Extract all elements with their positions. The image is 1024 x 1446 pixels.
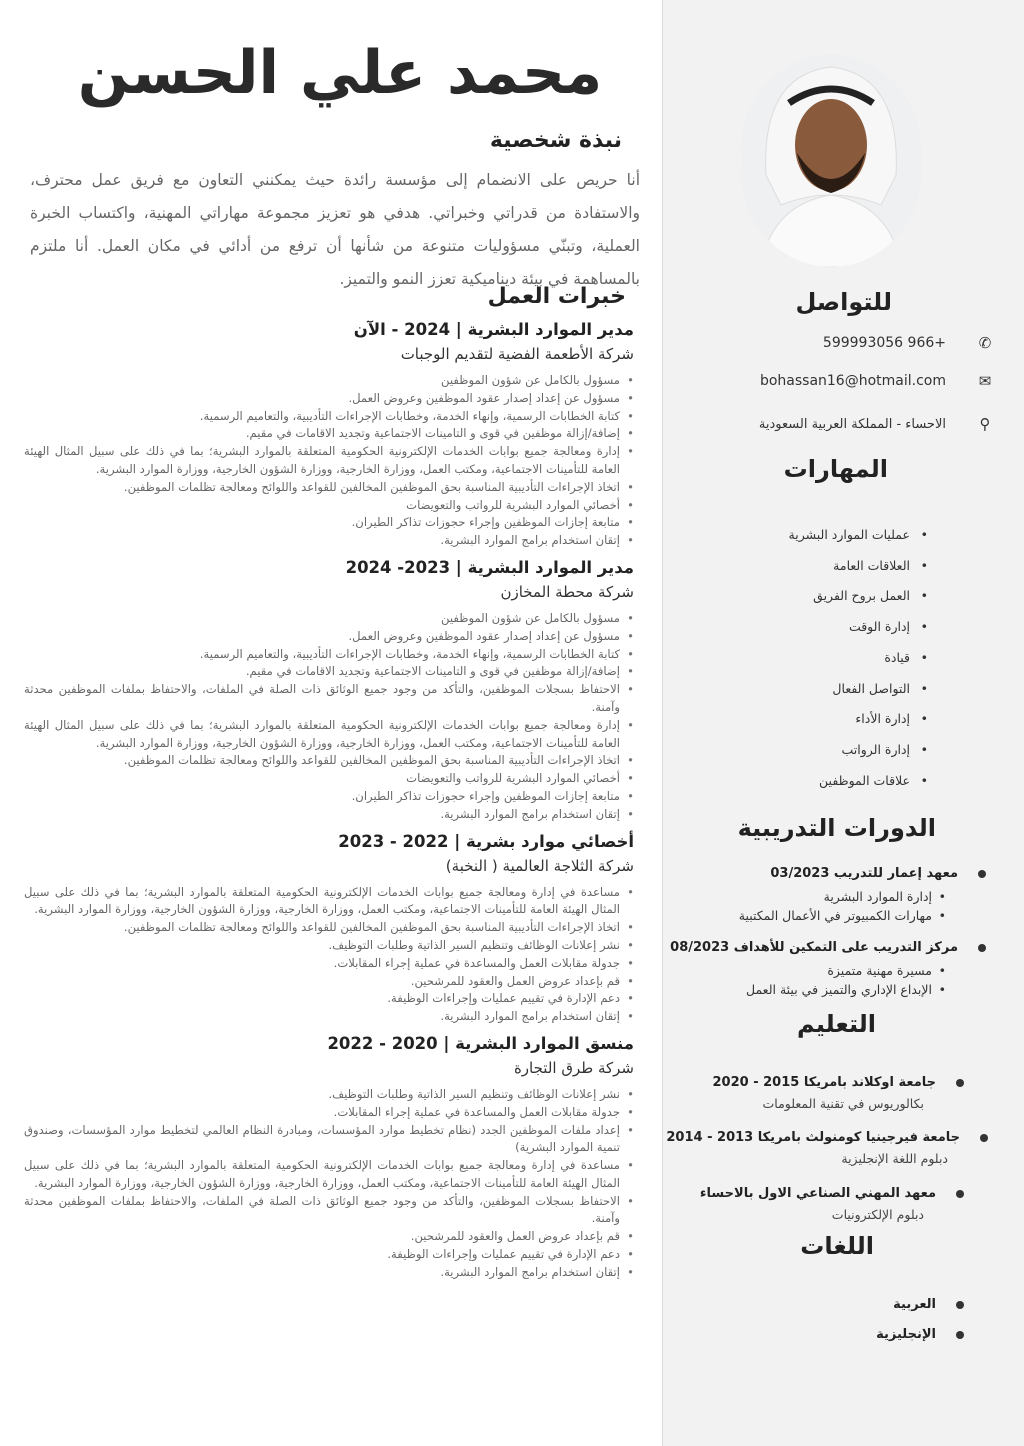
education-degree: دبلوم الإلكترونيات — [831, 1207, 924, 1222]
job-bullet: • قم بإعداد عروض العمل والعقود للمرشحين. — [24, 1228, 634, 1246]
job-bullet: • جدولة مقابلات العمل والمساعدة في عملية إجراء المقابلات. — [24, 1104, 634, 1122]
profile-photo — [741, 55, 921, 267]
job-bullets — [24, 1086, 634, 1282]
candidate-name: محمد علي الحسن — [77, 38, 603, 108]
languages-heading: اللغات — [800, 1232, 874, 1260]
job-title: مدير الموارد البشرية | 2023- 2024 — [345, 557, 634, 577]
bullet-dot-icon — [956, 1301, 964, 1309]
training-heading: الدورات التدريبية — [737, 814, 936, 842]
job-bullets — [24, 610, 634, 824]
contact-phone[interactable] — [686, 334, 996, 352]
training-item: • مهارات الكمبيوتر في الأعمال المكتبية — [739, 906, 946, 925]
job-bullet: • إضافة/إزالة موظفين في قوى و التامينات الاجتماعية وتجديد الاقامات في مقيم. — [24, 425, 634, 443]
education-title: جامعة فيرجينيا كومنولث بامريكا 2013 - 2014 — [666, 1130, 960, 1145]
contact-heading: للتواصل — [795, 288, 892, 316]
education-title: معهد المهني الصناعي الاول بالاحساء — [700, 1186, 936, 1201]
education-entry — [700, 1186, 936, 1222]
job-bullet: • إتقان استخدام برامج الموارد البشرية. — [24, 532, 634, 550]
summary-heading: نبذة شخصية — [489, 128, 622, 153]
job-bullet: • مسؤول عن إعداد إصدار عقود الموظفين وعروض العمل. — [24, 390, 634, 408]
phone-text: +966 599993056 — [822, 335, 946, 351]
job-bullet: • إضافة/إزالة موظفين في قوى و التامينات الاجتماعية وتجديد الاقامات في مقيم. — [24, 663, 634, 681]
job-title: أخصائي موارد بشرية | 2022 - 2023 — [338, 831, 634, 851]
job-bullet: • اتخاذ الإجراءات التأديبية المناسبة بحق الموظفين المخالفين للقواعد واللوائح ومعالجة تظلمات الموظفين. — [24, 752, 634, 770]
job-title: منسق الموارد البشرية | 2020 - 2022 — [327, 1033, 634, 1053]
job-bullet: • إتقان استخدام برامج الموارد البشرية. — [24, 1008, 634, 1026]
skill-item: • قيادة — [789, 643, 928, 674]
training-items — [739, 887, 946, 925]
phone-icon: ✆ — [978, 334, 992, 352]
training-item: • الإبداع الإداري والتميز في بيئة العمل — [670, 980, 946, 999]
training-title: مركز التدريب على التمكين للأهداف 08/2023 — [670, 940, 958, 955]
job-entry — [24, 1032, 634, 1282]
job-bullet: • إتقان استخدام برامج الموارد البشرية. — [24, 806, 634, 824]
bullet-dot-icon — [978, 944, 986, 952]
skill-item: • علاقات الموظفين — [789, 766, 928, 797]
contact-email[interactable] — [686, 372, 996, 390]
job-entry — [24, 318, 634, 550]
job-company: شركة محطة المخازن — [500, 582, 634, 601]
job-company: شركة الأطعمة الفضية لتقديم الوجبات — [400, 345, 634, 363]
job-bullet: • مسؤول بالكامل عن شؤون الموظفين — [24, 372, 634, 390]
language-name: العربية — [893, 1297, 936, 1312]
job-entry — [24, 556, 634, 824]
job-bullet: • إدارة ومعالجة جميع بوابات الخدمات الإلكترونية الحكومية المتعلقة بالموارد البشرية؛ بما في ذلك على سبيل المثال الهيئة العامة للتأمينات الاجتماعية، ومكتب العمل، ووزارة الخارجية، ووزارة الشؤون الخارجية، ووزارة الموارد البشرية. — [24, 443, 634, 479]
location-text: الاحساء - المملكة العربية السعودية — [758, 416, 946, 432]
skill-item: • إدارة الرواتب — [789, 735, 928, 766]
job-company: شركة الثلاجة العالمية ( النخبة) — [445, 856, 634, 875]
summary-text: أنا حريص على الانضمام إلى مؤسسة رائدة حيث يمكنني التعاون مع فريق عمل محترف، والاستفادة من قدراتي وخبراتي. هدفي هو تعزيز مجموعة مهاراتي المهنية، واكتساب الخبرة العملية، وتبنّي مسؤوليات متنوعة من شأنها أن ترفع من أدائي في مكان العمل. أنا ملتزم بالمساهمة في بيئة ديناميكية تعزز النمو والتميز. — [30, 171, 640, 288]
skill-item: • التواصل الفعال — [789, 674, 928, 705]
education-degree: بكالوريوس في تقنية المعلومات — [762, 1096, 924, 1111]
job-bullet: • متابعة إجازات الموظفين وإجراء حجوزات تذاكر الطيران. — [24, 514, 634, 532]
skills-heading: المهارات — [783, 455, 888, 483]
training-entry — [670, 940, 958, 999]
education-title: جامعة اوكلاند بامريكا 2015 - 2020 — [712, 1075, 936, 1090]
job-bullet: • الاحتفاظ بسجلات الموظفين، والتأكد من وجود جميع الوثائق ذات الصلة في الملفات، والاحتفاظ بملفات الموظفين محدثة وآمنة. — [24, 1193, 634, 1229]
job-bullet: • مسؤول بالكامل عن شؤون الموظفين — [24, 610, 634, 628]
job-bullets — [24, 372, 634, 550]
training-items — [670, 961, 946, 999]
skill-item: • العلاقات العامة — [789, 551, 928, 582]
skill-item: • إدارة الأداء — [789, 704, 928, 735]
education-entry — [666, 1130, 960, 1166]
job-bullet: • كتابة الخطابات الرسمية، وإنهاء الخدمة، وخطابات الإجراءات التأديبية، والتعاميم الرسمية. — [24, 646, 634, 664]
job-bullet: • مساعدة في إدارة ومعالجة جميع بوابات الخدمات الإلكترونية الحكومية المتعلقة بالموارد البشرية؛ بما في ذلك على سبيل المثال الهيئة العامة للتأمينات الاجتماعية، ومكتب العمل، ووزارة الخارجية، ووزارة الشؤون الخارجية، ووزارة الموارد البشرية. — [24, 1157, 634, 1193]
job-bullet: • إتقان استخدام برامج الموارد البشرية. — [24, 1264, 634, 1282]
job-bullet: • جدولة مقابلات العمل والمساعدة في عملية إجراء المقابلات. — [24, 955, 634, 973]
language-entry — [893, 1297, 936, 1312]
bullet-dot-icon — [956, 1190, 964, 1198]
jobs-list — [24, 318, 634, 1288]
education-entry — [712, 1075, 936, 1111]
job-bullet: • مساعدة في إدارة ومعالجة جميع بوابات الخدمات الإلكترونية الحكومية المتعلقة بالموارد البشرية؛ بما في ذلك على سبيل المثال الهيئة العامة للتأمينات الاجتماعية، ومكتب العمل، ووزارة الخارجية، ووزارة الشؤون الخارجية، ووزارة الموارد البشرية. — [24, 884, 634, 920]
bullet-dot-icon — [956, 1331, 964, 1339]
job-bullet: • نشر إعلانات الوظائف وتنظيم السير الذاتية وطلبات التوظيف. — [24, 1086, 634, 1104]
job-bullet: • اتخاذ الإجراءات التأديبية المناسبة بحق الموظفين المخالفين للقواعد واللوائح ومعالجة تظلمات الموظفين. — [24, 479, 634, 497]
job-bullet: • أخصائي الموارد البشرية للرواتب والتعويضات — [24, 770, 634, 788]
training-title: معهد إعمار للتدريب 03/2023 — [739, 866, 958, 881]
job-bullet: • نشر إعلانات الوظائف وتنظيم السير الذاتية وطلبات التوظيف. — [24, 937, 634, 955]
email-icon: ✉ — [978, 372, 992, 390]
location-pin-icon: ⚲ — [979, 415, 991, 433]
contact-location — [686, 415, 996, 433]
skill-item: • عمليات الموارد البشرية — [789, 520, 928, 551]
bullet-dot-icon — [956, 1079, 964, 1087]
bullet-dot-icon — [978, 870, 986, 878]
training-entry — [739, 866, 958, 925]
education-degree: دبلوم اللغة الإنجليزية — [841, 1151, 948, 1166]
job-bullet: • إدارة ومعالجة جميع بوابات الخدمات الإلكترونية الحكومية المتعلقة بالموارد البشرية؛ بما في ذلك على سبيل المثال الهيئة العامة للتأمينات الاجتماعية، ومكتب العمل، ووزارة الخارجية، ووزارة الشؤون الخارجية، ووزارة الموارد البشرية. — [24, 717, 634, 753]
job-bullet: • كتابة الخطابات الرسمية، وإنهاء الخدمة، وخطابات الإجراءات التأديبية، والتعاميم الرسمية. — [24, 408, 634, 426]
email-text: bohassan16@hotmail.com — [759, 373, 946, 389]
job-bullet: • أخصائي الموارد البشرية للرواتب والتعويضات — [24, 497, 634, 515]
skill-item: • العمل بروح الفريق — [789, 581, 928, 612]
training-item: • مسيرة مهنية متميزة — [670, 961, 946, 980]
job-bullet: • دعم الإدارة في تقييم عمليات وإجراءات الوظيفة. — [24, 990, 634, 1008]
education-heading: التعليم — [797, 1010, 876, 1038]
skills-list — [789, 520, 928, 796]
bullet-dot-icon — [980, 1134, 988, 1142]
job-bullet: • مسؤول عن إعداد إصدار عقود الموظفين وعروض العمل. — [24, 628, 634, 646]
job-bullet: • متابعة إجازات الموظفين وإجراء حجوزات تذاكر الطيران. — [24, 788, 634, 806]
job-bullet: • اتخاذ الإجراءات التأديبية المناسبة بحق الموظفين المخالفين للقواعد واللوائح ومعالجة تظلمات الموظفين. — [24, 919, 634, 937]
job-bullets — [24, 884, 634, 1026]
job-entry — [24, 830, 634, 1026]
language-entry — [876, 1327, 936, 1342]
skill-item: • إدارة الوقت — [789, 612, 928, 643]
job-bullet: • دعم الإدارة في تقييم عمليات وإجراءات الوظيفة. — [24, 1246, 634, 1264]
job-bullet: • قم بإعداد عروض العمل والعقود للمرشحين. — [24, 973, 634, 991]
language-name: الإنجليزية — [876, 1327, 936, 1342]
work-experience-heading: خبرات العمل — [487, 284, 626, 309]
job-company: شركة طرق التجارة — [513, 1058, 634, 1077]
job-title: مدير الموارد البشرية | 2024 - الآن — [353, 320, 634, 339]
training-item: • إدارة الموارد البشرية — [739, 887, 946, 906]
job-bullet: • الاحتفاظ بسجلات الموظفين، والتأكد من وجود جميع الوثائق ذات الصلة في الملفات، والاحتفاظ بملفات الموظفين محدثة وآمنة. — [24, 681, 634, 717]
job-bullet: • إعداد ملفات الموظفين الجدد (نظام تخطيط موارد المؤسسات، ومبادرة النظام العالمي لتخطيط موارد المؤسسات، وصندوق تنمية الموارد البشرية) — [24, 1122, 634, 1158]
